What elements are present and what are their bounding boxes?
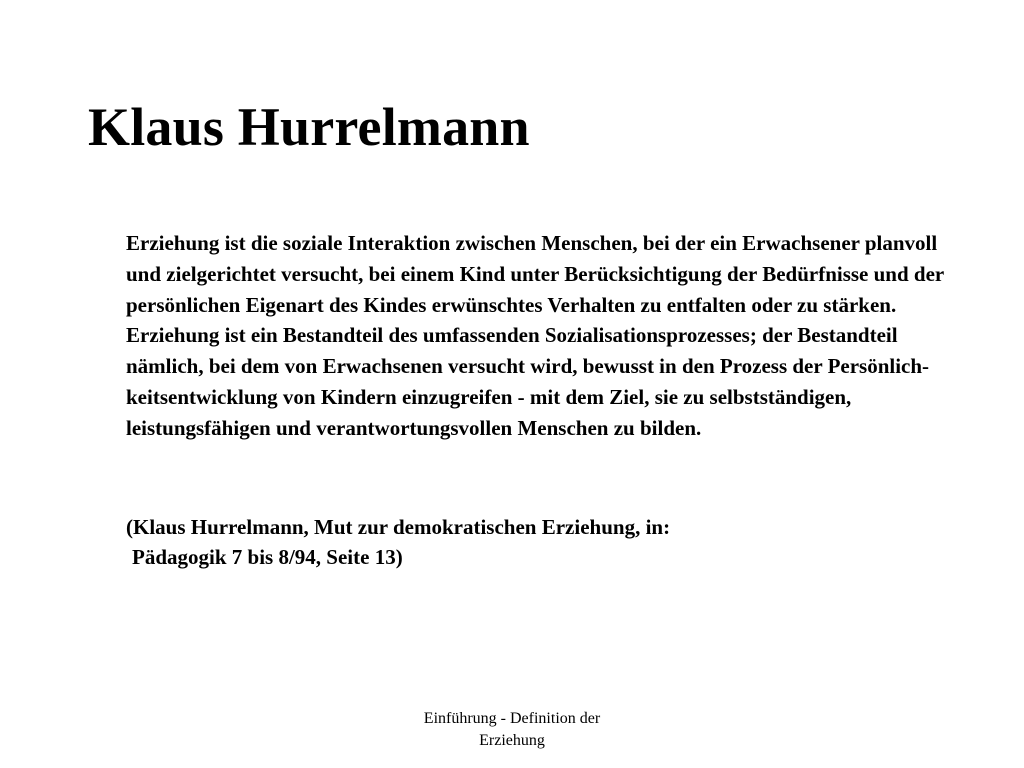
citation-line-2: Pädagogik 7 bis 8/94, Seite 13) bbox=[132, 545, 403, 569]
citation bbox=[126, 512, 946, 572]
slide-title: Klaus Hurrelmann bbox=[88, 97, 530, 157]
footer-line-2: Erziehung bbox=[479, 732, 545, 749]
slide-footer bbox=[362, 708, 662, 752]
definition-text: Erziehung ist die soziale Interaktion zwischen Menschen, bei der ein Erwachsener planvoll und zielgerichtet versucht, bei einem Kind unter Berücksichtigung der Bedürfnisse und der persönlichen Eigenart des Kindes erwünschtes Verhalten zu entfalten oder zu stärken. Erziehung ist ein Bestandteil des umfassenden Sozialisationsprozesses; der Bestandteil nämlich, bei dem von Erwachsenen versucht wird, bewusst in den Prozess der Persönlich-keitsentwicklung von Kindern einzugreifen - mit dem Ziel, sie zu selbstständigen, leistungsfähigen und verantwortungsvollen Menschen zu bilden. bbox=[126, 231, 944, 440]
footer-line-1: Einführung - Definition der bbox=[423, 710, 601, 727]
citation-line-1: (Klaus Hurrelmann, Mut zur demokratischen Erziehung, in: bbox=[126, 515, 671, 539]
